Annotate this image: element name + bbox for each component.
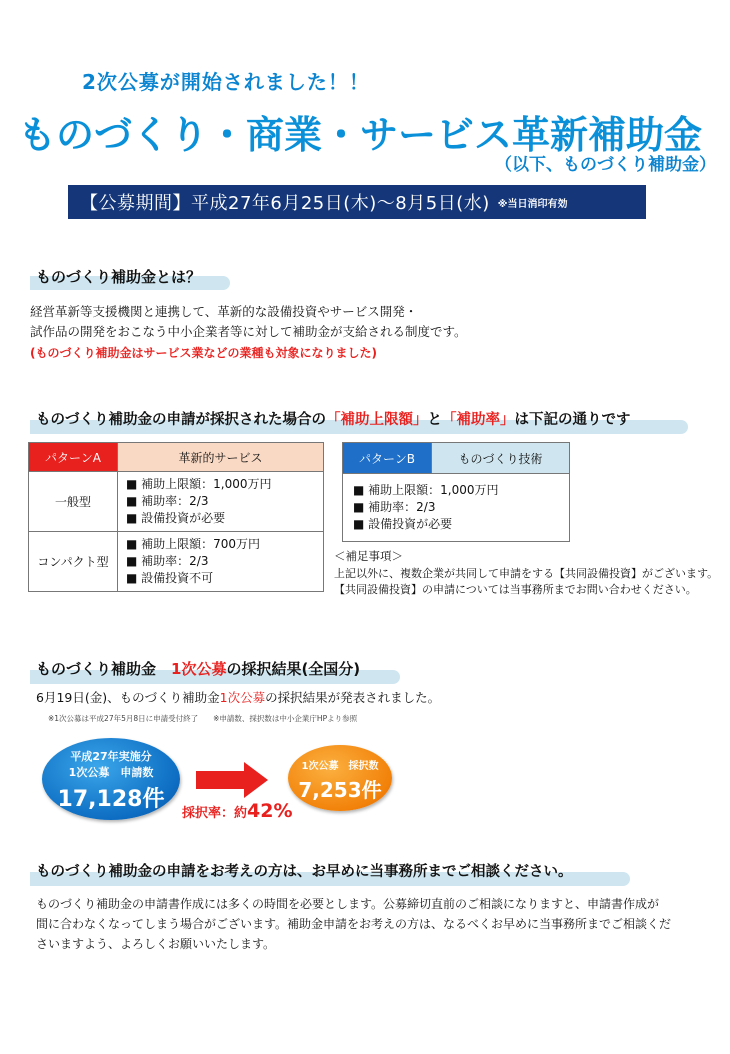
applications-label1: 平成27年実施分 xyxy=(70,750,152,763)
section3-text-post: の採択結果が発表されました。 xyxy=(265,690,441,705)
section2-heading-post: は下記の通りです xyxy=(514,412,631,428)
section4-heading: ものづくり補助金の申請をお考えの方は、お早めに当事務所までご相談ください。 xyxy=(36,864,573,880)
section1-heading: ものづくり補助金とは？ xyxy=(36,268,202,286)
announcement: 2次公募が開始されました！！ xyxy=(82,70,370,94)
section4-line1: ものづくり補助金の申請書作成には多くの時間を必要とします。公募締切直前のご相談になりますと、申請書作成が xyxy=(36,897,660,911)
general-type-label: 一般型 xyxy=(29,472,118,532)
section4-line2: 間に合わなくなってしまう場合がございます。補助金申請をお考えの方は、なるべくお早めに当事務所までご相談くだ xyxy=(36,917,672,931)
section2-heading-mid: と xyxy=(427,412,442,428)
compact-cap: ■ 補助上限額：700万円 xyxy=(126,537,261,551)
compact-type-details xyxy=(118,532,324,592)
pattern-b-label: パターンB xyxy=(343,443,432,474)
pattern-a-table xyxy=(28,442,324,592)
supplement-line2: 【共同設備投資】の申請については当事務所までお問い合わせください。 xyxy=(334,583,697,596)
section2-heading-cap: 「補助上限額」 xyxy=(326,412,428,428)
section3-footnote: ※1次公募は平成27年5月8日に申請受付終了 ※申請数、採択数は中小企業庁HPより参照 xyxy=(48,714,358,723)
supplement-line1: 上記以外に、複数企業が共同して申請をする【共同設備投資】がございます。 xyxy=(334,567,719,580)
compact-investment: ■ 設備投資不可 xyxy=(126,571,214,585)
pattern-a-label: パターンA xyxy=(29,443,118,472)
section1-line1: 経営革新等支援機関と連携して、革新的な設備投資やサービス開発・ xyxy=(30,304,418,319)
section3-heading xyxy=(36,658,360,679)
adopted-value: 7,253件 xyxy=(298,778,382,802)
pattern-b-cap: ■ 補助上限額：1,000万円 xyxy=(353,483,499,497)
section1-note: (ものづくり補助金はサービス業などの業種も対象になりました) xyxy=(30,346,377,360)
general-type-details xyxy=(118,472,324,532)
section2-heading-pre: ものづくり補助金の申請が採択された場合の xyxy=(36,412,326,428)
section1-line2: 試作品の開発をおこなう中小企業者等に対して補助金が支給される制度です。 xyxy=(30,324,467,339)
section3-text-pre: 6月19日(金)、ものづくり補助金 xyxy=(36,690,220,705)
section3-heading-red: 1次公募 xyxy=(171,660,227,678)
section4-line3: さいますよう、よろしくお願いいたします。 xyxy=(36,937,276,951)
page-title: ものづくり・商業・サービス革新補助金 xyxy=(18,113,703,157)
general-cap: ■ 補助上限額：1,000万円 xyxy=(126,477,272,491)
abbreviation-note: （以下、ものづくり補助金） xyxy=(495,155,716,175)
adopted-badge xyxy=(288,745,392,811)
pattern-b-details xyxy=(343,474,570,542)
general-rate: ■ 補助率：2/3 xyxy=(126,494,209,508)
section2-heading-rate: 「補助率」 xyxy=(442,412,515,428)
pattern-b-table xyxy=(342,442,570,542)
applications-value: 17,128件 xyxy=(57,787,165,812)
adoption-rate-value: 42% xyxy=(247,800,293,822)
pattern-b-rate: ■ 補助率：2/3 xyxy=(353,500,436,514)
application-period-banner xyxy=(68,185,646,219)
section3-text-red: 1次公募 xyxy=(219,690,266,705)
pattern-a-name: 革新的サービス xyxy=(118,443,324,472)
right-arrow-icon xyxy=(196,760,270,800)
applications-badge xyxy=(42,738,180,820)
adoption-rate-label: 採択率：約 xyxy=(182,806,248,821)
section2-heading xyxy=(36,408,631,429)
section3-heading-pre: ものづくり補助金 xyxy=(36,660,172,678)
adopted-label: 1次公募 採択数 xyxy=(301,761,379,772)
pattern-b-investment: ■ 設備投資が必要 xyxy=(353,517,453,531)
compact-rate: ■ 補助率：2/3 xyxy=(126,554,209,568)
application-period: 【公募期間】平成27年6月25日(木)〜8月5日(水) xyxy=(80,193,490,214)
compact-type-label: コンパクト型 xyxy=(29,532,118,592)
general-investment: ■ 設備投資が必要 xyxy=(126,511,226,525)
section3-heading-post: の採択結果(全国分) xyxy=(226,660,361,678)
applications-label2: 1次公募 申請数 xyxy=(68,766,154,779)
section3-text xyxy=(36,688,440,708)
postmark-note: ※当日消印有効 xyxy=(497,198,568,210)
supplement-title: ＜補足事項＞ xyxy=(334,549,403,563)
pattern-b-name: ものづくり技術 xyxy=(432,443,570,474)
adoption-rate xyxy=(182,800,293,822)
